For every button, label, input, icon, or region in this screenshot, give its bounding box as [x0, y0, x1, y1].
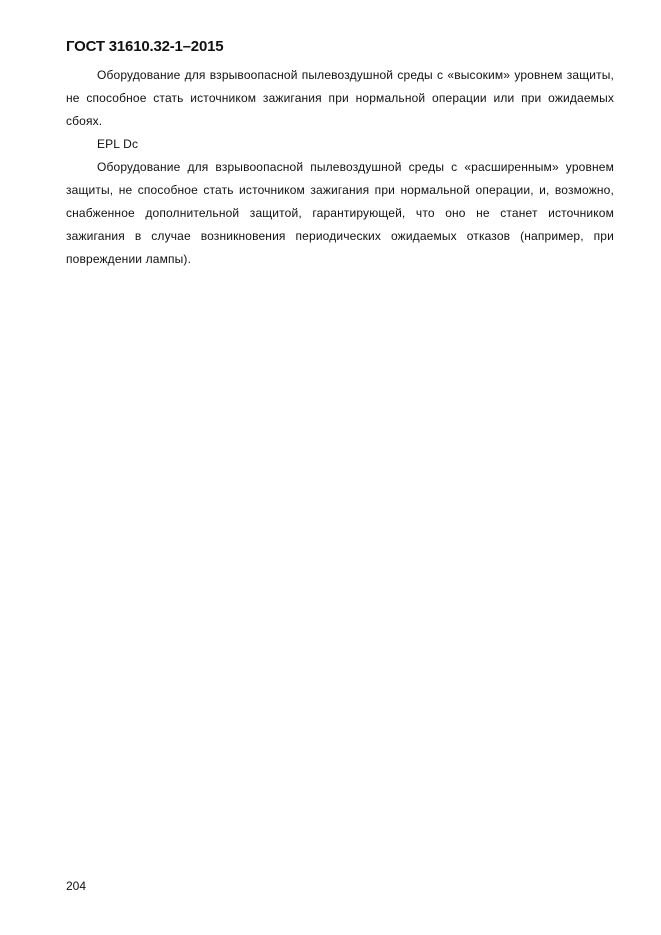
paragraph-enhanced-protection: Оборудование для взрывоопасной пылевоздушной среды с «расширенным» уровнем защиты, не способное стать источником зажигания при нормальной операции, и, возможно, снабженное дополнительной защитой, гарантирующей, что оно не станет источником зажигания в случае возникновения периодических ожидаемых отказов (например, при повреждении лампы).	[66, 160, 614, 266]
epl-level-label: EPL Dc	[97, 137, 139, 151]
document-body	[66, 64, 614, 271]
page-number: 204	[66, 879, 87, 893]
paragraph-high-protection: Оборудование для взрывоопасной пылевоздушной среды с «высоким» уровнем защиты, не способное стать источником зажигания при нормальной операции или при ожидаемых сбоях.	[66, 68, 614, 128]
document-header: ГОСТ 31610.32-1–2015	[66, 38, 224, 55]
